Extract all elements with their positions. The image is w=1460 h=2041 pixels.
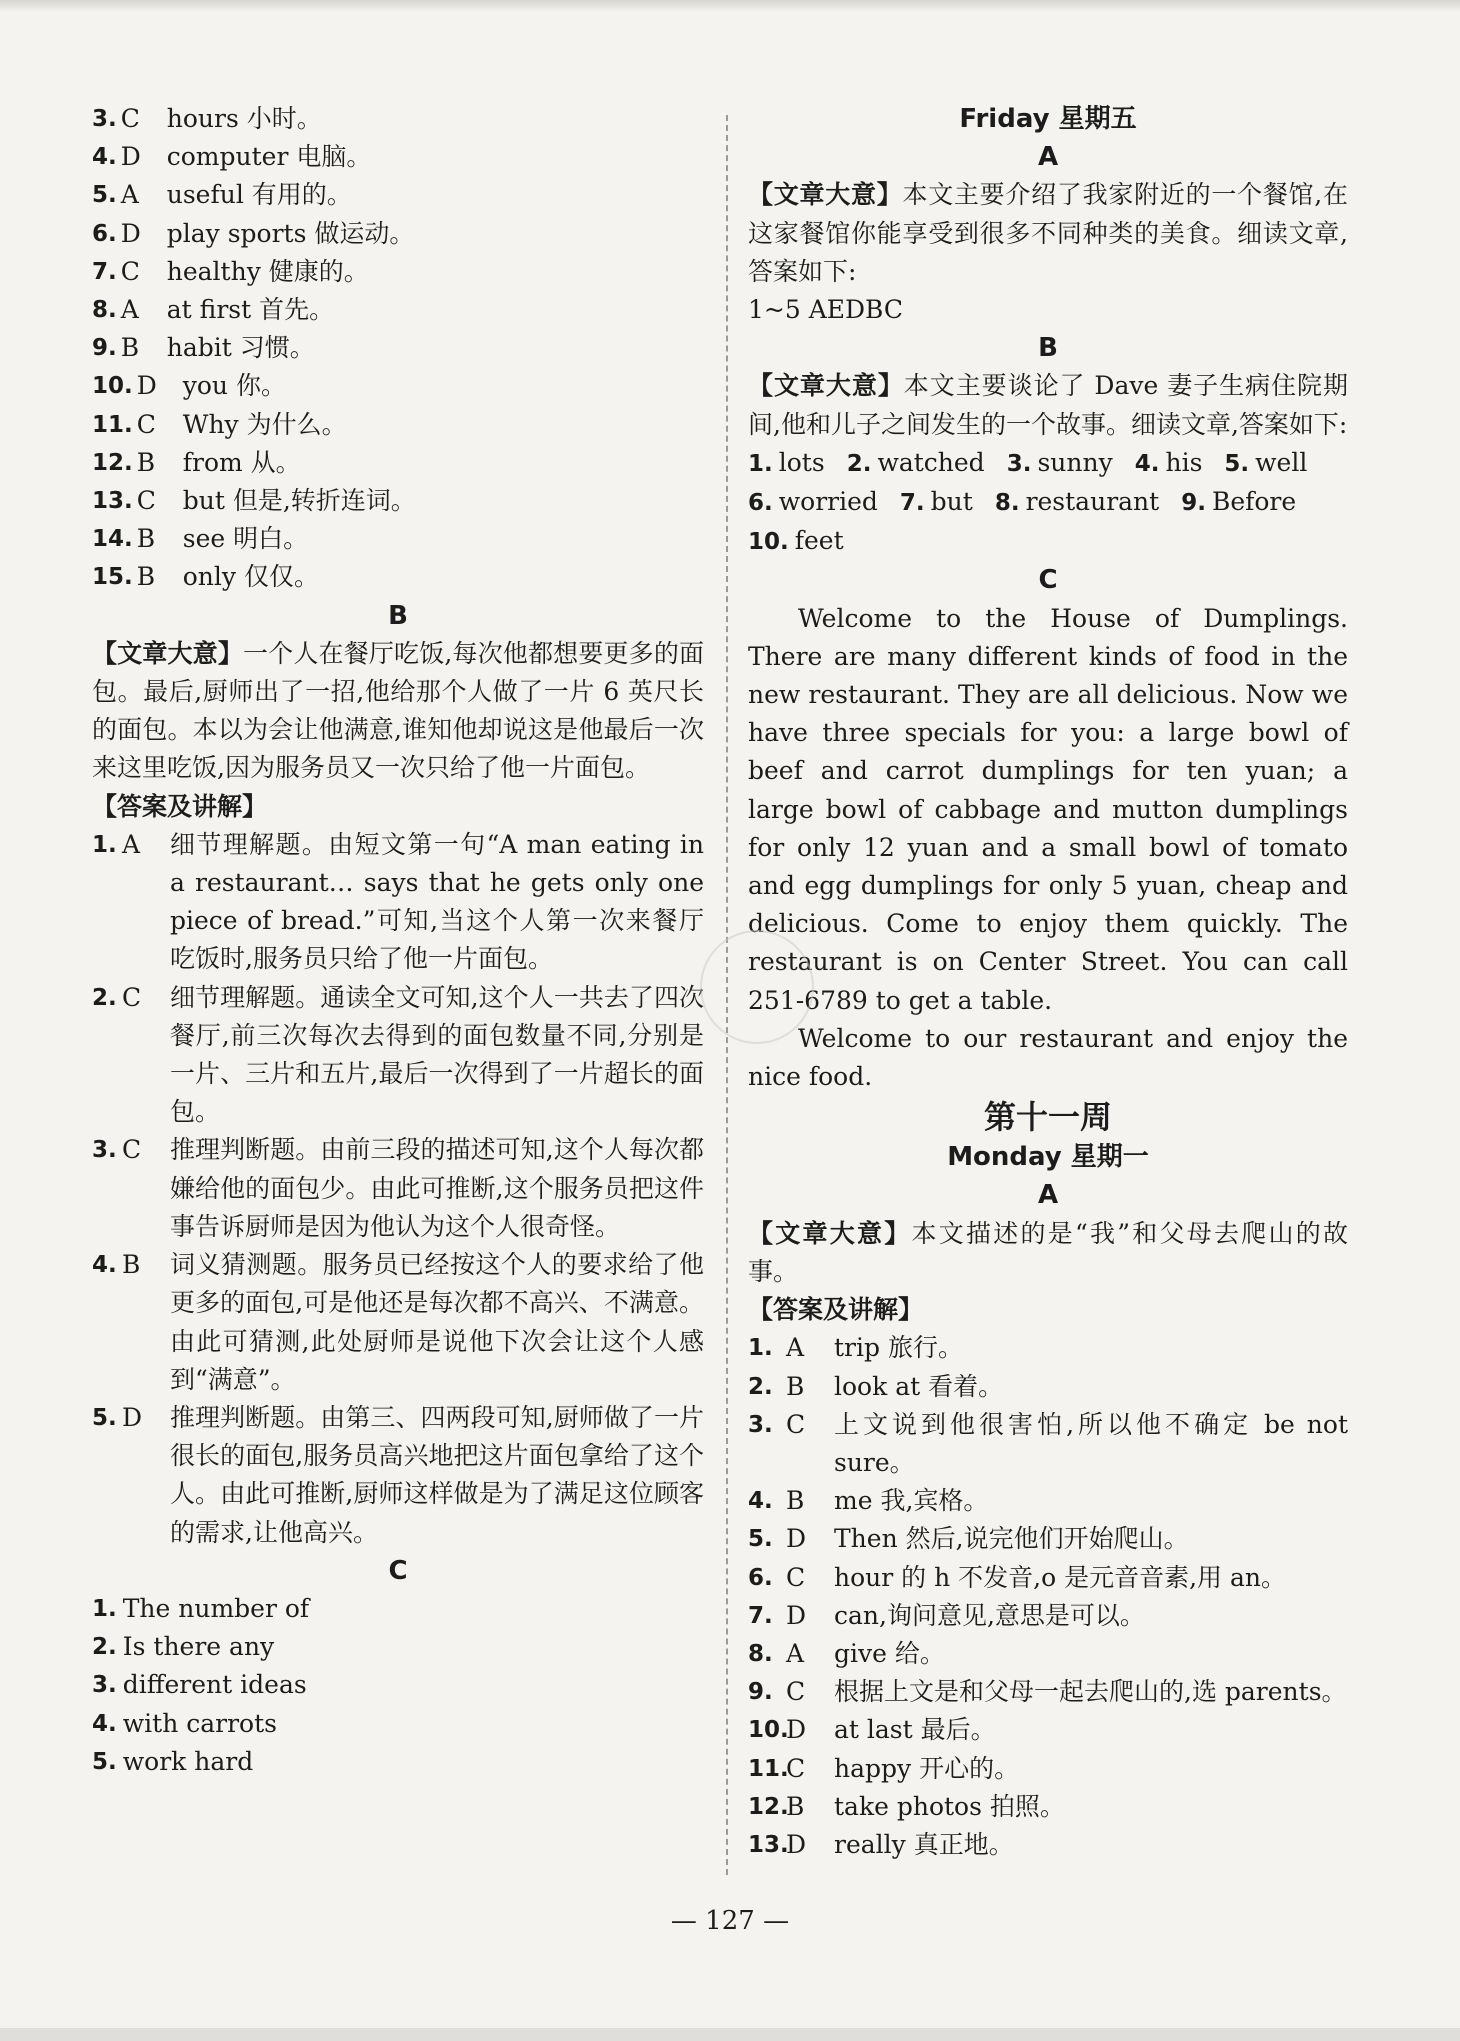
answer-number: 3.	[748, 1411, 773, 1438]
right-column	[748, 100, 1348, 1864]
summary-a2-text: 本文描述的是“我”和父母去爬山的故事。	[748, 1218, 1348, 1286]
section-c-heading: C	[388, 1555, 408, 1586]
answer-letter: B	[136, 524, 156, 554]
monday-heading: Monday 星期一	[947, 1142, 1149, 1173]
fill-in-number: 10.	[748, 529, 789, 556]
fill-in-item	[748, 526, 844, 555]
fill-in-number: 1.	[748, 450, 773, 477]
explanation-row	[92, 1399, 704, 1552]
answer-text: trip 旅行。	[834, 1333, 963, 1363]
answer-text: Is there any	[122, 1632, 275, 1662]
answer-text: but 但是,转折连词。	[182, 486, 416, 516]
answer-row	[92, 482, 704, 520]
answer-letter: D	[136, 371, 157, 401]
answer-letter: D	[120, 218, 141, 248]
section-c-heading-right: C	[1038, 565, 1058, 596]
explanation-number: 1.	[92, 831, 117, 858]
answer-number: 13.	[92, 488, 133, 515]
fill-in-item	[1007, 448, 1113, 477]
answer-letter: B	[136, 562, 156, 592]
answer-letter: D	[786, 1600, 807, 1630]
answer-row	[748, 1750, 1348, 1788]
answer-text: different ideas	[122, 1670, 307, 1700]
answer-letter: C	[786, 1562, 806, 1592]
answer-letter: B	[786, 1371, 805, 1401]
week-heading: 第十一周	[983, 1098, 1112, 1137]
answer-letter: D	[786, 1524, 807, 1554]
answer-row	[748, 1368, 1348, 1406]
explanation-letter: C	[122, 1135, 142, 1165]
answer-text: 根据上文是和父母一起去爬山的,选 parents。	[834, 1677, 1347, 1707]
fill-in-word: restaurant	[1025, 487, 1160, 517]
answer-row	[92, 367, 704, 405]
answer-row	[748, 1329, 1348, 1367]
fill-in-item	[900, 487, 973, 516]
explanation-text: 推理判断题。由前三段的描述可知,这个人每次都嫌给他的面包少。由此可推断,这个服务员把这件事告诉厨师是因为他认为这个人很奇怪。	[170, 1135, 704, 1241]
explanation-row	[92, 979, 704, 1132]
explanation-letter: A	[122, 829, 141, 859]
essay-paragraph-2: Welcome to our restaurant and enjoy the nice food.	[748, 1023, 1348, 1092]
answers-list-a	[92, 100, 704, 597]
answer-text: with carrots	[122, 1708, 277, 1738]
fill-in-word: his	[1165, 447, 1203, 477]
answer-letter: A	[786, 1333, 805, 1363]
fill-in-answers	[748, 444, 1348, 562]
fill-in-word: sunny	[1037, 447, 1113, 477]
answer-row	[748, 1406, 1348, 1482]
answer-text: healthy 健康的。	[166, 256, 369, 286]
fill-in-item	[748, 448, 825, 477]
fill-in-word: Before	[1211, 487, 1297, 517]
answer-row	[92, 1743, 704, 1781]
answer-number: 6.	[748, 1564, 773, 1591]
answer-number: 14.	[92, 526, 133, 553]
fill-in-item	[847, 448, 985, 477]
answer-letter: D	[120, 142, 141, 172]
answer-row	[92, 1628, 704, 1666]
answer-number: 9.	[748, 1679, 773, 1706]
answer-text: 上文说到他很害怕,所以他不确定 be not sure。	[834, 1409, 1348, 1477]
section-a-heading: A	[1037, 142, 1059, 173]
answer-text: can,询问意见,意思是可以。	[834, 1600, 1145, 1630]
explanation-number: 4.	[92, 1252, 117, 1279]
explain-tag: 【答案及讲解】	[92, 791, 268, 821]
answer-letter: C	[120, 104, 140, 133]
answer-letter: C	[786, 1677, 806, 1707]
fill-in-item	[1224, 448, 1307, 477]
fill-in-row	[748, 444, 1348, 483]
answer-number: 11.	[92, 411, 133, 438]
fill-in-word: worried	[778, 487, 878, 517]
answers-list-right	[748, 1329, 1348, 1864]
summary-tag: 【文章大意】	[748, 180, 903, 210]
answer-row	[92, 558, 704, 596]
answer-letter: C	[786, 1409, 806, 1439]
explanation-text: 细节理解题。由短文第一句“A man eating in a restaurant… says that he gets only one piece of bread.”可知,当这个人第一次来餐厅吃饭时,服务员只给了他一片面包。	[170, 829, 704, 974]
explanation-number: 2.	[92, 984, 117, 1011]
fill-in-word: feet	[794, 526, 844, 556]
answer-row	[92, 291, 704, 329]
summary-b-right	[748, 367, 1348, 443]
answer-number: 1.	[92, 1595, 117, 1622]
summary-a	[748, 176, 1348, 291]
answer-number: 7.	[748, 1602, 773, 1629]
answer-number: 2.	[748, 1373, 773, 1400]
answer-letter: A	[120, 180, 139, 210]
answer-text: take photos 拍照。	[834, 1791, 1065, 1821]
fill-in-row	[748, 483, 1348, 522]
fill-in-number: 3.	[1006, 450, 1032, 477]
answer-number: 15.	[92, 564, 133, 591]
fill-in-word: but	[930, 487, 973, 517]
explanation-text: 词义猜测题。服务员已经按这个人的要求给了他更多的面包,可是他还是每次都不高兴、不满意。由此可猜测,此处厨师是说他下次会让这个人感到“满意”。	[170, 1250, 704, 1394]
answer-number: 12.	[92, 449, 133, 476]
answer-text: from 从。	[182, 447, 301, 477]
fill-in-word: well	[1255, 447, 1308, 477]
answer-text: give 给。	[834, 1638, 945, 1668]
answer-row	[748, 1711, 1348, 1749]
explain-tag-right: 【答案及讲解】	[748, 1295, 924, 1325]
answer-number: 13.	[748, 1831, 789, 1858]
answer-text: only 仅仅。	[182, 562, 319, 592]
essay-paragraph-1: Welcome to the House of Dumplings. There are many different kinds of food in the new restaurant. They are all delicious. Now we have three specials for you: a large bowl of beef and carrot dumplings for ten yuan; a large bowl of cabbage and mutton dumplings for only 12 yuan and a small bowl of tomato and egg dumplings for only 5 yuan, cheap and delicious. Come to enjoy them quickly. The restaurant is on Center Street. You can call 251-6789 to get a table.	[748, 603, 1348, 1015]
fill-in-number: 4.	[1134, 450, 1160, 477]
answer-row	[92, 138, 704, 176]
answer-text: see 明白。	[182, 524, 309, 554]
answer-number: 12.	[748, 1793, 789, 1820]
answer-number: 5.	[92, 182, 117, 209]
fill-in-number: 8.	[994, 490, 1020, 517]
answer-text: Then 然后,说完他们开始爬山。	[834, 1524, 1189, 1554]
answer-letter: C	[136, 486, 156, 516]
answer-text: hours 小时。	[166, 104, 322, 133]
explanation-letter: B	[122, 1250, 141, 1280]
answer-row	[92, 520, 704, 558]
explanations-list	[92, 826, 704, 1552]
answer-letter: A	[786, 1638, 805, 1668]
section-b-heading-right: B	[1038, 333, 1058, 364]
fill-in-number: 6.	[748, 490, 773, 517]
answers-list-c	[92, 1590, 704, 1781]
answer-row	[92, 406, 704, 444]
answer-number: 4.	[748, 1488, 773, 1515]
fill-in-item	[995, 487, 1159, 516]
answer-letter: A	[120, 295, 139, 325]
answer-number: 4.	[92, 144, 117, 171]
section-a2-heading: A	[1037, 1180, 1059, 1211]
answer-number: 2.	[92, 1634, 117, 1661]
explanation-row	[92, 1246, 704, 1399]
explanation-letter: C	[122, 982, 142, 1012]
fill-in-item	[748, 487, 878, 516]
answer-text: The number of	[122, 1593, 310, 1623]
answer-row	[748, 1826, 1348, 1864]
answer-text: Why 为什么。	[182, 409, 347, 439]
answer-row	[748, 1635, 1348, 1673]
answer-number: 5.	[748, 1526, 773, 1553]
explanation-row	[92, 826, 704, 979]
answer-row	[92, 1666, 704, 1704]
fill-in-row	[748, 522, 1348, 561]
answer-row	[92, 1590, 704, 1628]
summary-b	[92, 635, 704, 788]
answer-row	[748, 1673, 1348, 1711]
answer-letter: B	[136, 447, 156, 477]
bottom-edge	[0, 2028, 1460, 2041]
answer-text: happy 开心的。	[834, 1753, 1020, 1783]
answer-letter: C	[136, 409, 156, 439]
answer-number: 8.	[748, 1640, 773, 1667]
answer-number: 1.	[748, 1335, 773, 1362]
answer-number: 5.	[92, 1748, 117, 1775]
answer-letter: C	[786, 1753, 806, 1783]
answer-text: at last 最后。	[834, 1715, 996, 1745]
fill-in-number: 5.	[1224, 450, 1250, 477]
summary-b-text: 一个人在餐厅吃饭,每次他都想要更多的面包。最后,厨师出了一招,他给那个人做了一片 6 英尺长的面包。本以为会让他满意,谁知他却说这是他最后一次来这里吃饭,因为服务员又一次只给了他一片面包。	[92, 638, 704, 783]
fill-in-number: 9.	[1181, 490, 1206, 517]
answer-row	[748, 1788, 1348, 1826]
answer-row	[92, 253, 704, 291]
answer-number: 10.	[748, 1717, 789, 1744]
summary-tag: 【文章大意】	[748, 371, 904, 401]
summary-tag: 【文章大意】	[92, 638, 244, 668]
top-edge-shadow	[0, 0, 1460, 12]
explanation-number: 5.	[92, 1404, 117, 1431]
watermark-seal	[700, 930, 814, 1044]
answer-number: 11.	[748, 1755, 789, 1782]
answer-row	[92, 329, 704, 367]
answer-number: 3.	[92, 106, 117, 132]
answer-text: look at 看着。	[834, 1371, 1004, 1401]
page-number: — 127 —	[670, 1906, 790, 1936]
left-column	[92, 100, 704, 1781]
fill-in-word: watched	[877, 447, 985, 477]
answer-row	[92, 176, 704, 214]
answer-number: 10.	[92, 373, 133, 400]
explanation-text: 细节理解题。通读全文可知,这个人一共去了四次餐厅,前三次每次去得到的面包数量不同,分别是一片、三片和五片,最后一次得到了一片超长的面包。	[170, 982, 704, 1127]
explanation-letter: D	[122, 1402, 143, 1432]
fill-in-number: 7.	[899, 490, 925, 517]
answer-text: play sports 做运动。	[166, 218, 415, 248]
answer-letter: D	[786, 1715, 807, 1745]
fill-in-item	[1181, 487, 1296, 516]
answer-letter: D	[786, 1829, 807, 1859]
answer-number: 4.	[92, 1710, 117, 1737]
summary-tag: 【文章大意】	[748, 1218, 912, 1248]
answer-text: habit 习惯。	[166, 333, 315, 363]
answer-row	[92, 444, 704, 482]
answer-row	[748, 1559, 1348, 1597]
answer-text: computer 电脑。	[166, 142, 372, 172]
answer-letter: C	[120, 256, 140, 286]
answer-letter: B	[120, 333, 140, 363]
answer-row	[92, 215, 704, 253]
answer-text: really 真正地。	[834, 1829, 1014, 1859]
answer-text: at first 首先。	[166, 295, 335, 325]
answer-text: hour 的 h 不发音,o 是元音音素,用 an。	[834, 1562, 1286, 1592]
answer-letter: B	[786, 1791, 805, 1821]
answer-number: 7.	[92, 258, 117, 285]
answer-range: 1~5 AEDBC	[748, 295, 904, 325]
answer-number: 9.	[92, 335, 117, 362]
section-b-heading: B	[388, 600, 408, 631]
answer-number: 8.	[92, 297, 117, 324]
answer-row	[748, 1482, 1348, 1520]
explanation-row	[92, 1131, 704, 1246]
answer-text: you 你。	[182, 371, 286, 401]
answer-letter: B	[786, 1486, 805, 1516]
answer-row	[748, 1597, 1348, 1635]
explanation-text: 推理判断题。由第三、四两段可知,厨师做了一片很长的面包,服务员高兴地把这片面包拿给了这个人。由此可推断,厨师这样做是为了满足这位顾客的需求,让他高兴。	[170, 1402, 704, 1547]
answer-text: me 我,宾格。	[834, 1486, 989, 1516]
answer-row	[92, 100, 704, 138]
fill-in-word: lots	[778, 447, 825, 477]
summary-a2	[748, 1215, 1348, 1291]
summary-a-text: 本文主要介绍了我家附近的一个餐馆,在这家餐馆你能享受到很多不同种类的美食。细读文章,答案如下:	[748, 180, 1348, 286]
fill-in-number: 2.	[846, 450, 872, 477]
answer-row	[92, 1705, 704, 1743]
fill-in-item	[1135, 448, 1203, 477]
answer-number: 3.	[92, 1672, 117, 1699]
answer-row	[748, 1520, 1348, 1558]
answer-text: useful 有用的。	[166, 180, 352, 210]
friday-heading: Friday 星期五	[959, 104, 1137, 134]
summary-b-right-text: 本文主要谈论了 Dave 妻子生病住院期间,他和儿子之间发生的一个故事。细读文章,答案如下:	[748, 371, 1348, 439]
answer-text: work hard	[122, 1746, 254, 1776]
explanation-number: 3.	[92, 1137, 117, 1164]
answer-number: 6.	[92, 220, 117, 247]
